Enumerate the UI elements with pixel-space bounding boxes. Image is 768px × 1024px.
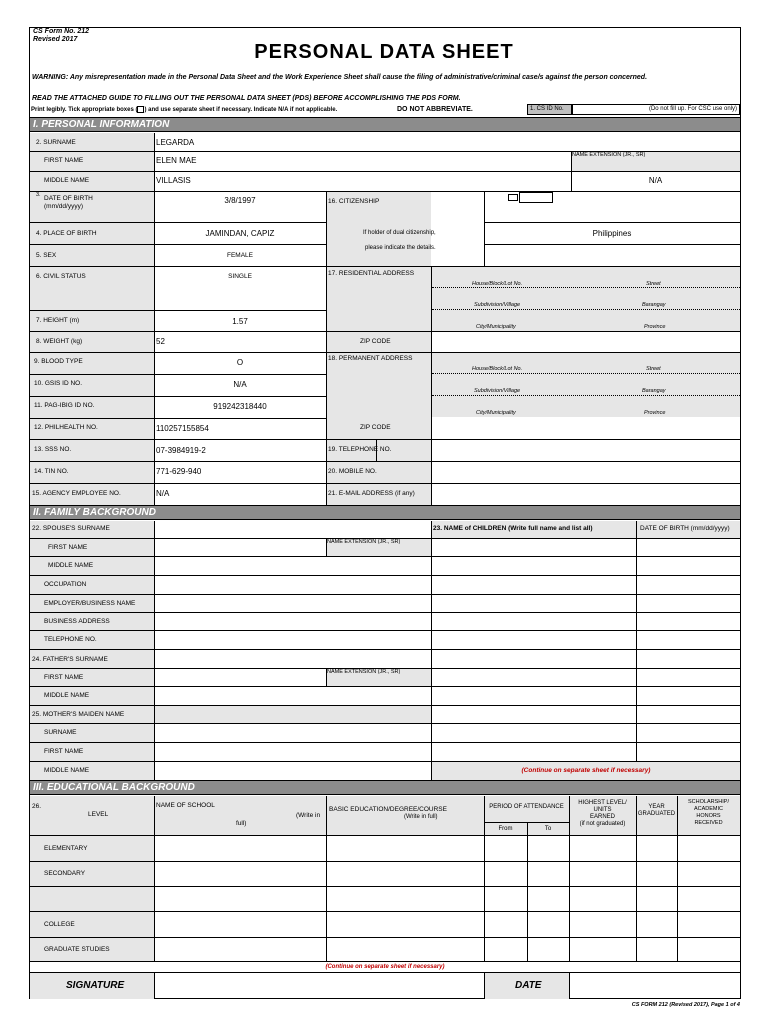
gsis-label: 10. GSIS ID NO.: [34, 380, 83, 387]
education-level-column: [30, 835, 154, 961]
warning-text: WARNING: Any misrepresentation made in the Personal Data Sheet and the Work Experience Sheet shall cause the filing of administrative/criminal case/s against the person concerned.: [32, 74, 648, 81]
period-header: PERIOD OF ATTENDANCE: [489, 804, 564, 810]
family-row-line: [30, 686, 740, 687]
print-legibly-text: Print legibly. Tick appropriate boxes ( ) and use separate sheet if necessary. Indicate N/A if not applicable.: [31, 107, 338, 114]
mother-middle-name-label: MIDDLE NAME: [44, 767, 90, 774]
perm-house-label: House/Block/Lot No.: [472, 366, 523, 372]
school-header-full: full): [236, 820, 247, 827]
family-row-line: [30, 630, 740, 631]
family-row-line: [30, 612, 740, 613]
tin-label: 14. TIN NO.: [34, 468, 69, 475]
perm-subdivision-label: Subdivision/Village: [474, 388, 521, 394]
sex-label: 5. SEX: [36, 252, 57, 259]
tin-value[interactable]: 771-629-940: [156, 467, 202, 476]
spouse-name-ext-label: NAME EXTENSION (JR., SR): [327, 539, 401, 545]
mobile-label: 20. MOBILE NO.: [328, 468, 377, 475]
perm-addr-cell: [432, 353, 740, 417]
family-row-line: [30, 723, 740, 724]
email-label: 21. E-MAIL ADDRESS (if any): [328, 490, 415, 497]
blood-type-value[interactable]: O: [236, 358, 244, 367]
spouse-telephone-label: TELEPHONE NO.: [44, 636, 97, 643]
middle-name-label: MIDDLE NAME: [44, 177, 90, 184]
read-guide-text: READ THE ATTACHED GUIDE TO FILLING OUT THE PERSONAL DATA SHEET (PDS) BEFORE ACCOMPLISHING THE PDS FORM.: [32, 95, 461, 102]
section-educational-background: III. EDUCATIONAL BACKGROUND: [30, 780, 740, 795]
date-label: DATE: [515, 980, 542, 991]
res-province-label: Province: [644, 324, 666, 330]
education-number: 26.: [32, 803, 42, 810]
employer-label: EMPLOYER/BUSINESS NAME: [44, 600, 136, 607]
education-continue-note: (Continue on separate sheet if necessary): [325, 964, 445, 970]
family-row-line: [30, 594, 740, 595]
signature-label: SIGNATURE: [66, 980, 125, 991]
mother-maiden-label: 25. MOTHER'S MAIDEN NAME: [32, 711, 125, 718]
blood-type-label: 9. BLOOD TYPE: [34, 358, 83, 365]
citizenship-value[interactable]: Philippines: [592, 229, 632, 238]
gsis-value[interactable]: N/A: [233, 380, 247, 389]
period-from-header: From: [498, 826, 513, 832]
pob-label: 4. PLACE OF BIRTH: [36, 230, 97, 237]
agency-employee-value[interactable]: N/A: [156, 489, 170, 498]
perm-street-label: Street: [646, 366, 661, 372]
year-graduated-header: YEAR GRADUATED: [637, 804, 676, 817]
family-row-line: [30, 742, 740, 743]
weight-value[interactable]: 52: [156, 337, 165, 346]
family-row-line: [30, 575, 740, 576]
citizenship-label: 16. CITIZENSHIP: [328, 198, 380, 205]
level-elementary: ELEMENTARY: [44, 845, 88, 852]
page-title: PERSONAL DATA SHEET: [254, 41, 514, 63]
spouse-middle-name-label: MIDDLE NAME: [48, 562, 94, 569]
agency-employee-label: 15. AGENCY EMPLOYEE NO.: [32, 490, 121, 497]
citizenship-detail-box[interactable]: [519, 192, 553, 203]
business-address-label: BUSINESS ADDRESS: [44, 618, 110, 625]
philhealth-label: 12. PHILHEALTH NO.: [34, 424, 98, 431]
sex-value[interactable]: FEMALE: [226, 252, 253, 259]
father-name-ext-label: NAME EXTENSION (JR., SR): [327, 669, 401, 675]
perm-zip-label: ZIP CODE: [360, 424, 391, 431]
period-to-header: To: [544, 826, 552, 832]
pob-value[interactable]: JAMINDAN, CAPIZ: [205, 229, 275, 238]
telephone-label: 19. TELEPHONE NO.: [328, 446, 392, 453]
highest-level-header: HIGHEST LEVEL/ UNITS EARNED (if not graduated): [578, 800, 627, 827]
res-barangay-label: Barangay: [642, 302, 666, 308]
citizenship-checkbox[interactable]: [508, 194, 518, 201]
cs-id-field[interactable]: (Do not fill up. For CSC use only): [572, 104, 740, 115]
form-number: CS Form No. 212: [33, 28, 90, 35]
occupation-label: OCCUPATION: [44, 581, 87, 588]
res-zip-label: ZIP CODE: [360, 338, 391, 345]
level-secondary: SECONDARY: [44, 870, 86, 877]
res-city-label: City/Municipality: [476, 324, 516, 330]
weight-label: 8. WEIGHT (kg): [36, 338, 83, 345]
dob-label: DATE OF BIRTH: [44, 195, 93, 202]
dual-citizenship-note1: If holder of dual citizenship,: [363, 230, 436, 236]
cs-id-label: 1. CS ID No.: [527, 104, 572, 115]
dob-number: 3.: [36, 192, 41, 198]
height-label: 7. HEIGHT (m): [36, 317, 80, 324]
first-name-label: FIRST NAME: [44, 157, 84, 164]
level-header: LEVEL: [88, 811, 109, 818]
family-row-line: [30, 649, 740, 650]
school-header: NAME OF SCHOOL: [156, 802, 215, 809]
philhealth-value[interactable]: 110257155854: [156, 424, 209, 433]
res-subdivision-label: Subdivision/Village: [474, 302, 521, 308]
first-name-value[interactable]: ELEN MAE: [156, 156, 197, 165]
dob-format: (mm/dd/yyyy): [44, 203, 83, 210]
res-house-label: House/Block/Lot No.: [472, 281, 523, 287]
mother-surname-label: SURNAME: [44, 729, 77, 736]
height-value[interactable]: 1.57: [232, 317, 248, 326]
level-college: COLLEGE: [44, 921, 75, 928]
section-personal-information: I. PERSONAL INFORMATION: [30, 117, 740, 132]
mother-first-name-label: FIRST NAME: [44, 748, 84, 755]
father-middle-name-label: MIDDLE NAME: [44, 692, 90, 699]
civil-status-label: 6. CIVIL STATUS: [36, 273, 86, 280]
family-row-line: [30, 705, 740, 706]
surname-label: 2. SURNAME: [36, 139, 76, 146]
page-number-note: CS FORM 212 (Revised 2017), Page 1 of 4: [631, 1002, 740, 1008]
honors-header: SCHOLARSHIP/ ACADEMIC HONORS RECEIVED: [688, 799, 729, 826]
dual-citizenship-note2: please indicate the details.: [365, 245, 436, 251]
spouse-first-name-label: FIRST NAME: [48, 544, 88, 551]
name-ext-value[interactable]: N/A: [648, 176, 663, 185]
civil-status-value[interactable]: SINGLE: [228, 273, 252, 280]
family-continue-note: (Continue on separate sheet if necessary): [521, 767, 651, 774]
surname-value[interactable]: LEGARDA: [156, 138, 195, 147]
no-abbreviate-text: DO NOT ABBREVIATE.: [397, 106, 473, 113]
pagibig-label: 11. PAG-IBIG ID NO.: [34, 402, 95, 409]
family-row-line: [30, 761, 740, 762]
pagibig-value[interactable]: 919242318440: [213, 402, 267, 411]
permanent-address-label: 18. PERMANENT ADDRESS: [328, 355, 413, 362]
father-surname-label: 24. FATHER'S SURNAME: [32, 656, 108, 663]
father-first-name-label: FIRST NAME: [44, 674, 84, 681]
dob-value[interactable]: 3/8/1997: [224, 196, 256, 205]
section-family-background: II. FAMILY BACKGROUND: [30, 505, 740, 520]
level-graduate-studies: GRADUATE STUDIES: [44, 946, 110, 953]
name-ext-label: NAME EXTENSION (JR., SR): [572, 152, 646, 158]
res-street-label: Street: [646, 281, 661, 287]
course-header: BASIC EDUCATION/DEGREE/COURSE: [329, 806, 447, 813]
perm-barangay-label: Barangay: [642, 388, 666, 394]
school-header-write: (Write in: [296, 812, 321, 819]
sss-label: 13. SSS NO.: [34, 446, 72, 453]
res-addr-cell: [432, 267, 740, 331]
children-dob-label: DATE OF BIRTH (mm/dd/yyyy): [640, 525, 730, 532]
mother-maiden-cell: [154, 706, 431, 723]
signature-field[interactable]: [155, 973, 484, 999]
middle-name-value[interactable]: VILLASIS: [156, 176, 191, 185]
sss-value[interactable]: 07-3984919-2: [156, 446, 206, 455]
perm-province-label: Province: [644, 410, 666, 416]
perm-city-label: City/Municipality: [476, 410, 516, 416]
spouse-surname-label: 22. SPOUSE'S SURNAME: [32, 525, 110, 532]
residential-address-label: 17. RESIDENTIAL ADDRESS: [328, 270, 415, 277]
form-revision: Revised 2017: [33, 36, 78, 43]
date-field[interactable]: [570, 973, 740, 999]
course-header-write: (Write in full): [404, 814, 438, 820]
family-row-line: [30, 556, 740, 557]
children-label: 23. NAME of CHILDREN (Write full name and list all): [433, 525, 593, 532]
